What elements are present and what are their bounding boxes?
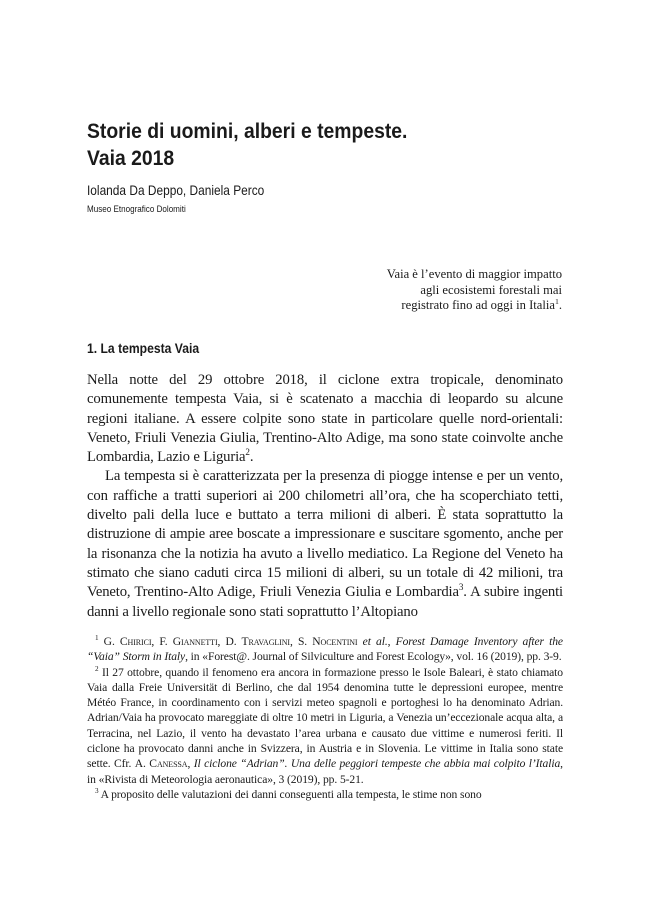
footnote-1-rest: , in «Forest@. Journal of Silviculture and Forest Ecology», vol. 16 (2019), pp. 3-9.	[185, 650, 562, 664]
paragraph-1-end: .	[249, 449, 254, 466]
footnote-1-authors: G. Chirici, F. Giannetti, D. Travaglini, S. Nocentini	[103, 635, 358, 648]
footnotes	[87, 634, 563, 802]
footnote-3-number: 3	[95, 787, 99, 796]
body-text	[87, 371, 563, 622]
footnote-2-author: A. Canessa	[134, 757, 188, 771]
article-title	[87, 118, 519, 172]
footnote-2-text: Il 27 ottobre, quando il fenomeno era ancora in formazione presso le Isole Baleari, è stato chiamato Vaia dalla Freie Universität di Berlino, che dal 1954 denomina tutte le depressioni europee, mentre Météo France, in coordinamento con i servizi meteo spagnoli e portoghesi lo ha denominato Adrian. Adrian/Vaia ha provocato mareggiate di oltre 10 metri in Liguria, a Venezia un’eccezionale acqua alta, a Terracina, nel Lazio, il vento ha devastato l’area urbana e causato due vittime e numerosi feriti. Il ciclone ha provocato danni anche in Svizzera, in Austria e in Slovenia. Le vittime in Italia sono state sette. Cfr.	[87, 665, 563, 771]
footnote-1-title: Forest Damage Inventory after the “Vaia” Storm in Italy	[87, 635, 563, 664]
section-heading: 1. La tempesta Vaia	[87, 341, 200, 356]
footnote-2-sep: ,	[187, 757, 194, 771]
epigraph-line-1: Vaia è l’evento di maggior impatto	[386, 267, 562, 281]
epigraph-line-3-end: .	[558, 298, 562, 313]
footnote-ref-1[interactable]: 1	[554, 297, 559, 306]
footnote-2-number: 2	[95, 664, 99, 673]
footnote-2	[87, 665, 563, 787]
footnote-ref-2[interactable]: 2	[245, 447, 250, 458]
epigraph-line-3	[330, 298, 562, 314]
footnote-2-title: Il ciclone “Adrian”. Una delle peggiori tempeste che abbia mai colpito l’Italia	[193, 757, 561, 771]
footnote-1-sep: ,	[387, 635, 396, 648]
footnote-1	[87, 634, 563, 665]
article-authors: Iolanda Da Deppo, Daniela Perco	[87, 182, 265, 198]
article-affiliation: Museo Etnografico Dolomiti	[87, 204, 186, 215]
footnote-3	[87, 787, 563, 802]
epigraph-line-3-text: registrato fino ad oggi in Italia	[401, 298, 555, 313]
footnote-1-number: 1	[95, 634, 99, 643]
paragraph-1	[87, 371, 563, 467]
paragraph-2-text: La tempesta si è caratterizzata per la presenza di piogge intense e per un vento, con raffiche a tratti superiori ai 200 chilometri all’ora, che ha scoperchiato tetti, divelto pali della luce e buttato a terra milioni di alberi. È stata soprattutto la distruzione di ampie aree boscate a impressionare e suscitare sgomento, anche per la risonanza che la notizia ha avuto a livello mediatico. La Regione del Veneto ha stimato che siano caduti circa 15 milioni di alberi, su un totale di 42 milioni, tra Veneto, Trentino-Alto Adige, Friuli Venezia Giulia e Lombardia	[87, 468, 563, 601]
footnote-3-text: A proposito delle valutazioni dei danni conseguenti alla tempesta, le stime non sono	[100, 787, 482, 801]
epigraph-line-2: agli ecosistemi forestali mai	[420, 282, 562, 297]
paragraph-1-text: Nella notte del 29 ottobre 2018, il ciclone extra tropicale, denominato comunemente tempesta Vaia, si è scatenato a macchia di leopardo su alcune regioni italiane. A essere colpite sono state in particolare quelle nord-orientali: Veneto, Friuli Venezia Giulia, Trentino-Alto Adige, ma sono state coinvolte anche Lombardia, Lazio e Liguria	[87, 372, 563, 466]
article-title-line-2: Vaia 2018	[87, 146, 175, 170]
paragraph-2-end: . A subire ingenti danni a livello regionale sono stati soprattutto l’Altopiano	[87, 584, 563, 620]
article-title-line-1: Storie di uomini, alberi e tempeste.	[87, 119, 408, 143]
footnote-2-rest: , in «Rivista di Meteorologia aeronautica», 3 (2019), pp. 5-21.	[87, 757, 563, 786]
footnote-1-etal: et al.	[362, 635, 388, 648]
footnote-ref-3[interactable]: 3	[458, 582, 464, 593]
paragraph-2	[87, 467, 563, 621]
epigraph	[330, 267, 562, 314]
